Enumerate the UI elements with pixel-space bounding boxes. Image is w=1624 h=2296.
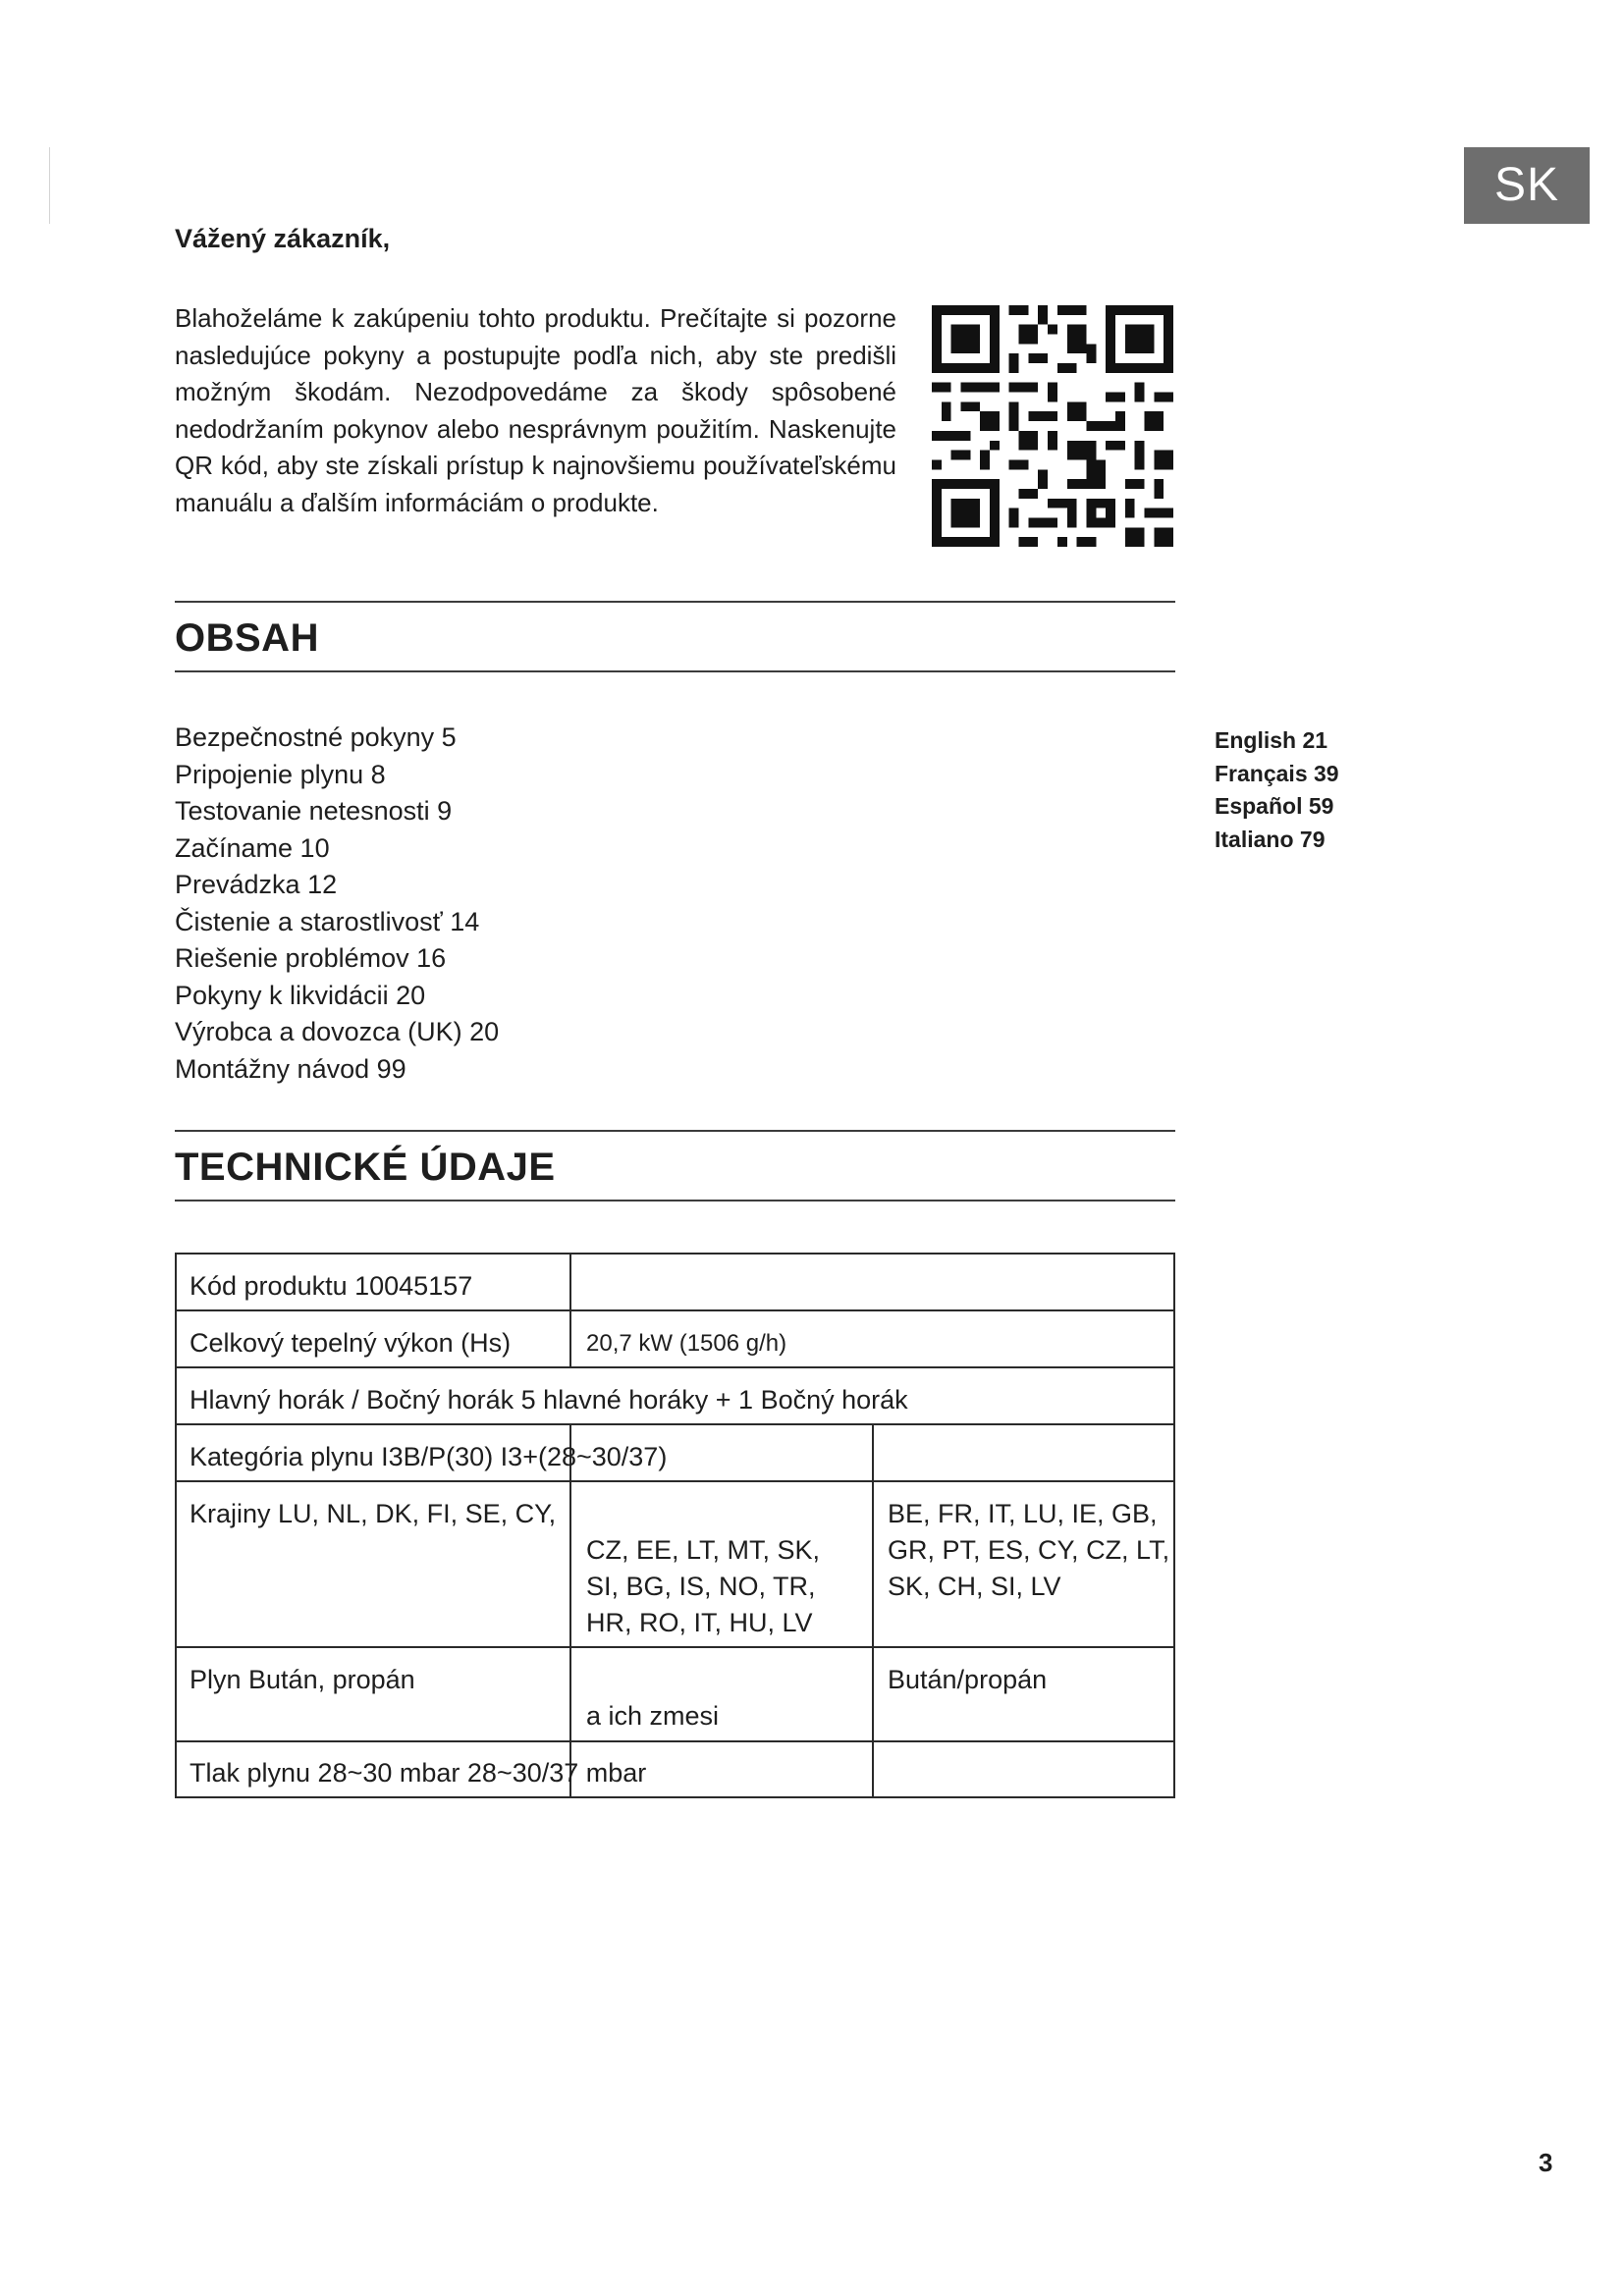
gas-pressure: Tlak plynu 28~30 mbar 28~30/37 mbar <box>189 1758 647 1788</box>
language-link[interactable]: Italiano 79 <box>1215 826 1326 852</box>
toc-item[interactable]: Začíname 10 <box>175 832 330 863</box>
countries-col3: BE, FR, IT, LU, IE, GB, <box>888 1499 1158 1528</box>
gas-mixtures: a ich zmesi <box>586 1701 720 1731</box>
gas-label: Plyn Bután, propán <box>189 1665 415 1694</box>
countries-col3: GR, PT, ES, CY, CZ, LT, <box>888 1535 1170 1565</box>
gas-type: Bután/propán <box>888 1665 1048 1694</box>
page-number: 3 <box>1539 2148 1553 2177</box>
language-tab: SK <box>1464 147 1590 224</box>
countries-col2: HR, RO, IT, HU, LV <box>586 1608 813 1637</box>
toc-item[interactable]: Pokyny k likvidácii 20 <box>175 980 426 1010</box>
burners-row: Hlavný horák / Bočný horák 5 hlavné horáky + 1 Bočný horák <box>189 1385 908 1415</box>
tech-heading: TECHNICKÉ ÚDAJE <box>175 1146 556 1189</box>
countries-col2: SI, BG, IS, NO, TR, <box>586 1572 816 1601</box>
contents-heading: OBSAH <box>175 616 319 660</box>
toc-item[interactable]: Pripojenie plynu 8 <box>175 759 386 789</box>
toc-item[interactable]: Výrobca a dovozca (UK) 20 <box>175 1017 500 1046</box>
gas-category: Kategória plynu I3B/P(30) I3+(28~30/37) <box>189 1442 668 1471</box>
toc-item[interactable]: Montážny návod 99 <box>175 1053 406 1084</box>
intro-paragraph: Blahoželáme k zakúpeniu tohto produktu. Prečítajte si pozorne nasledujúce pokyny a postupujte podľa nich, aby ste predišli možným škodám. Nezodpovedáme za škody spôsobené nedodržaním pokynov alebo nesprávnym použitím. Naskenujte QR kód, aby ste získali prístup k najnovšiemu používateľskému manuálu a ďalším informáciám o produkte. <box>175 303 896 517</box>
language-link[interactable]: English 21 <box>1215 727 1328 753</box>
heat-output-label: Celkový tepelný výkon (Hs) <box>189 1328 512 1358</box>
greeting: Vážený zákazník, <box>175 224 391 253</box>
toc-item[interactable]: Prevádzka 12 <box>175 870 338 899</box>
heat-output-value: 20,7 kW (1506 g/h) <box>586 1330 787 1357</box>
toc-item[interactable]: Riešenie problémov 16 <box>175 943 447 973</box>
language-link[interactable]: Français 39 <box>1215 760 1339 786</box>
countries-col3: SK, CH, SI, LV <box>888 1572 1061 1601</box>
toc-item[interactable]: Testovanie netesnosti 9 <box>175 796 453 826</box>
countries-col2: CZ, EE, LT, MT, SK, <box>586 1535 821 1565</box>
toc-item[interactable]: Bezpečnostné pokyny 5 <box>175 722 457 752</box>
toc-item[interactable]: Čistenie a starostlivosť 14 <box>175 906 480 936</box>
product-code: Kód produktu 10045157 <box>189 1271 473 1301</box>
countries-label: Krajiny LU, NL, DK, FI, SE, CY, <box>189 1499 557 1528</box>
language-link[interactable]: Español 59 <box>1215 793 1334 819</box>
